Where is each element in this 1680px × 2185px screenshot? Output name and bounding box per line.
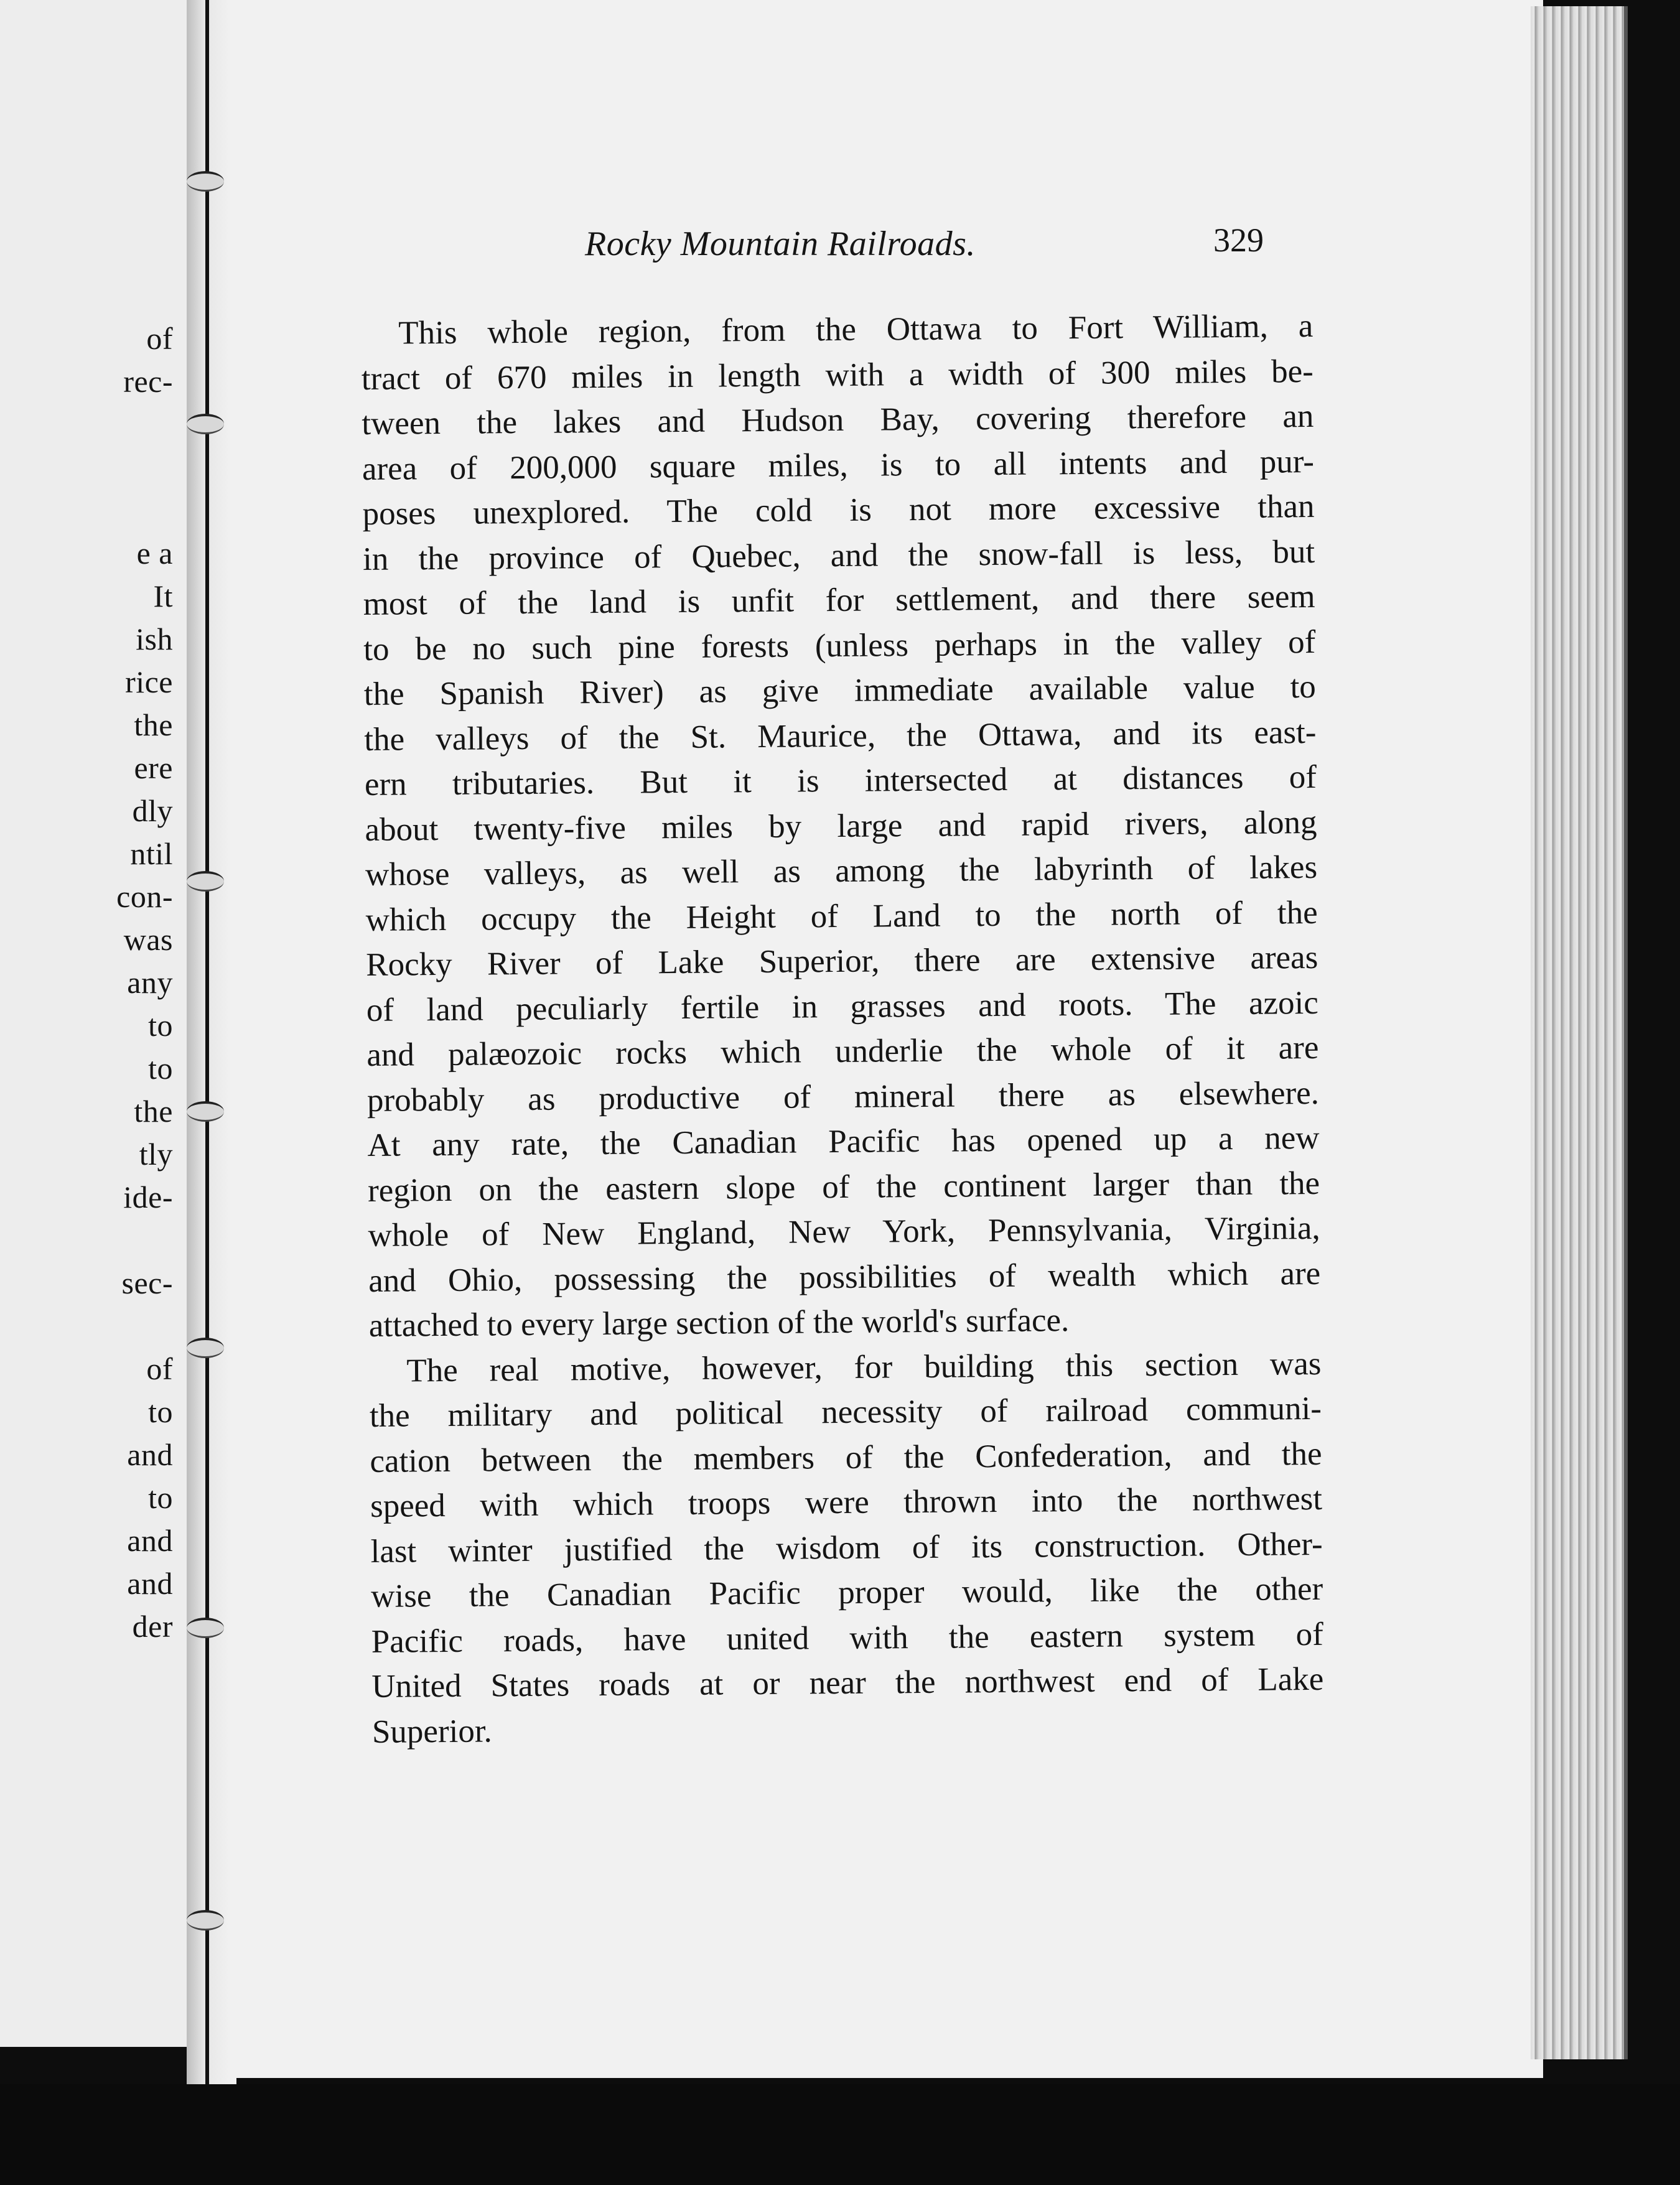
left-fragment: tly bbox=[139, 1137, 173, 1172]
text-line: area of 200,000 square miles, is to all intents and pur- bbox=[362, 443, 1315, 487]
body-text bbox=[361, 304, 1324, 1754]
text-line: speed with which troops were thrown into the northwest bbox=[370, 1480, 1323, 1524]
text-line: Rocky River of Lake Superior, there are extensive areas bbox=[366, 939, 1318, 983]
text-line: This whole region, from the Ottawa to Fort William, a bbox=[398, 307, 1314, 352]
binding-thread bbox=[205, 0, 209, 2084]
text-line: and palæozoic rocks which underlie the whole of it are bbox=[366, 1029, 1319, 1073]
text-line: wise the Canadian Pacific proper would, like the other bbox=[370, 1570, 1323, 1614]
running-head: Rocky Mountain Railroads. bbox=[585, 225, 976, 263]
left-fragment: ide- bbox=[123, 1180, 173, 1214]
left-fragment: and bbox=[127, 1566, 173, 1601]
text-line: whole of New England, New York, Pennsylvania, Virginia, bbox=[368, 1209, 1320, 1254]
left-fragment-gap bbox=[116, 1305, 173, 1348]
text-line: the military and political necessity of railroad communi- bbox=[369, 1390, 1322, 1434]
text-line: cation between the members of the Confederation, and the bbox=[370, 1435, 1322, 1479]
text-line: which occupy the Height of Land to the north of the bbox=[365, 894, 1318, 938]
left-fragment: ntil bbox=[130, 836, 173, 871]
text-line: region on the eastern slope of the continent larger than the bbox=[367, 1165, 1320, 1209]
binding-stitch bbox=[187, 1910, 224, 1931]
left-fragment: any bbox=[127, 965, 173, 1000]
text-line: whose valleys, as well as among the labyrinth of lakes bbox=[365, 849, 1318, 893]
text-line: of land peculiarly fertile in grasses and roots. The azoic bbox=[366, 984, 1319, 1028]
left-fragment: was bbox=[123, 922, 173, 957]
left-fragment: to bbox=[148, 1394, 173, 1429]
text-line: the valleys of the St. Maurice, the Ottawa, and its east- bbox=[364, 714, 1317, 758]
left-fragment: der bbox=[132, 1609, 173, 1644]
binding-stitch bbox=[187, 414, 224, 434]
left-fragment: the bbox=[134, 1094, 173, 1129]
left-fragment: of bbox=[146, 321, 173, 356]
text-line: Pacific roads, have united with the eastern system of bbox=[371, 1616, 1323, 1660]
left-fragment: the bbox=[134, 707, 173, 742]
text-line: tween the lakes and Hudson Bay, covering therefore an bbox=[362, 398, 1314, 442]
text-line: last winter justified the wisdom of its construction. Other- bbox=[370, 1526, 1323, 1570]
text-line: in the province of Quebec, and the snow-fall is less, but bbox=[362, 533, 1315, 577]
page-number: 329 bbox=[1213, 221, 1264, 259]
left-fragment: rec- bbox=[123, 364, 173, 399]
left-fragment: to bbox=[148, 1480, 173, 1515]
book-gutter bbox=[187, 0, 236, 2090]
binding-stitch bbox=[187, 871, 224, 892]
text-line: most of the land is unfit for settlement, and there seem bbox=[363, 578, 1315, 622]
left-fragment: to bbox=[148, 1008, 173, 1043]
left-fragment-gap bbox=[116, 1219, 173, 1262]
text-line: poses unexplored. The cold is not more excessive than bbox=[362, 488, 1315, 532]
left-fragment: and bbox=[127, 1437, 173, 1472]
page-edges bbox=[1531, 6, 1628, 2059]
left-fragment-gap bbox=[116, 403, 173, 532]
left-fragment: rice bbox=[125, 664, 173, 699]
text-line: The real motive, however, for building this section was bbox=[406, 1345, 1322, 1389]
binding-stitch bbox=[187, 171, 224, 192]
text-line: and Ohio, possessing the possibilities of wealth which are bbox=[368, 1255, 1321, 1299]
binding-stitch bbox=[187, 1338, 224, 1358]
left-fragment: and bbox=[127, 1523, 173, 1558]
text-line: about twenty-five miles by large and rapid rivers, along bbox=[365, 804, 1317, 848]
left-page-text-fragments bbox=[116, 317, 173, 1648]
text-line: United States roads at or near the northwest end of Lake bbox=[371, 1661, 1324, 1705]
left-fragment: It bbox=[153, 579, 173, 613]
left-fragment: dly bbox=[132, 793, 173, 828]
text-line: At any rate, the Canadian Pacific has opened up a new bbox=[367, 1119, 1320, 1163]
paragraph bbox=[361, 304, 1321, 1348]
left-fragment: to bbox=[148, 1051, 173, 1086]
text-line: ern tributaries. But it is intersected at distances of bbox=[364, 758, 1317, 803]
paragraph bbox=[369, 1341, 1324, 1754]
left-facing-page bbox=[0, 0, 187, 2047]
text-line: Superior. bbox=[371, 1712, 493, 1750]
text-line: attached to every large section of the world's surface. bbox=[368, 1302, 1070, 1344]
left-fragment: e a bbox=[136, 536, 173, 571]
background-shadow bbox=[0, 2084, 1680, 2185]
left-fragment: sec- bbox=[121, 1265, 173, 1300]
text-line: probably as productive of mineral there as elsewhere. bbox=[366, 1074, 1320, 1119]
left-fragment: ere bbox=[134, 750, 173, 785]
left-fragment: ish bbox=[136, 622, 173, 656]
text-line: to be no such pine forests (unless perhaps in the valley of bbox=[363, 623, 1316, 668]
left-fragment: con- bbox=[116, 879, 173, 914]
text-line: the Spanish River) as give immediate available value to bbox=[363, 668, 1317, 712]
binding-stitch bbox=[187, 1101, 224, 1122]
left-fragment: of bbox=[146, 1351, 173, 1386]
text-line: tract of 670 miles in length with a width of 300 miles be- bbox=[361, 353, 1314, 397]
binding-stitch bbox=[187, 1618, 224, 1638]
